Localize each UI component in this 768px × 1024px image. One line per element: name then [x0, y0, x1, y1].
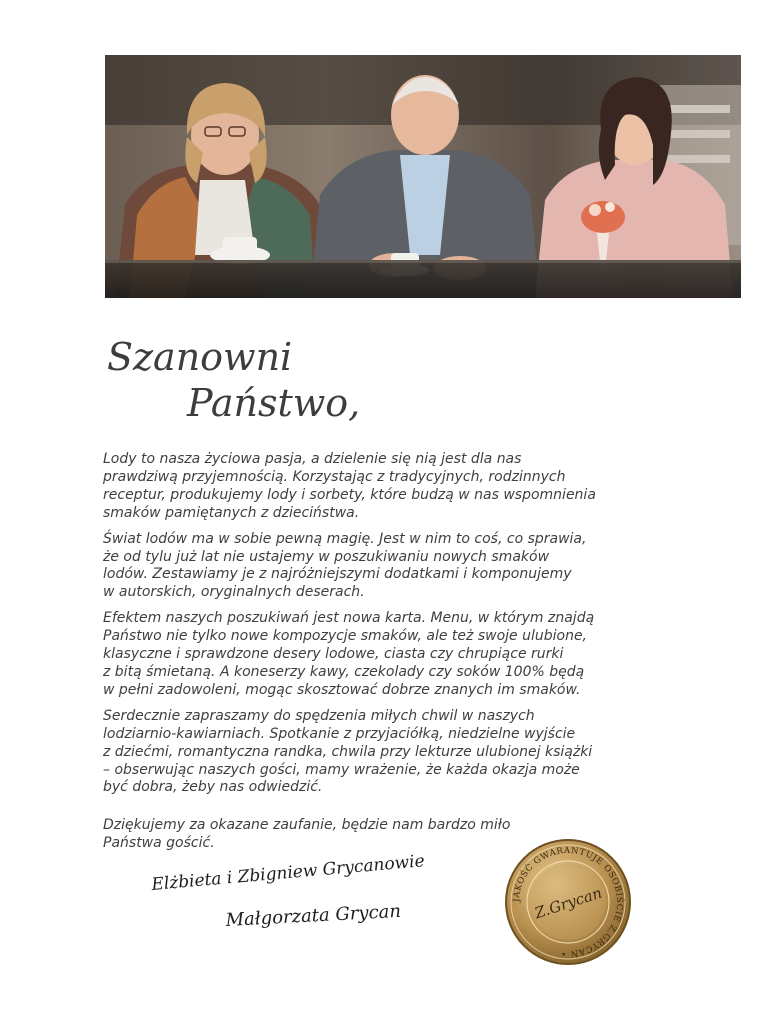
line: smaków pamiętanych z dzieciństwa. [103, 504, 360, 521]
seal-ring-text: JAKOŚĆ GWARANTUJE OSOBIŚCIE Z.GRYCAN • [511, 845, 625, 959]
greeting [95, 328, 425, 428]
paragraph-3 [103, 610, 658, 700]
family-photo-illustration [105, 55, 741, 298]
quality-seal [504, 838, 632, 966]
line: w pełni zadowoleni, mogąc skosztować dobrze znanych im smaków. [103, 681, 581, 698]
line: lodziarnio-kawiarniach. Spotkanie z przyjaciółką, niedzielne wyjście [103, 725, 576, 742]
signatures [148, 846, 468, 936]
line: prawdziwą przyjemnością. Korzystając z tradycyjnych, rodzinnych [103, 468, 566, 485]
line: lodów. Zestawiamy je z najróżniejszymi dodatkami i komponujemy [103, 566, 572, 583]
greeting-line1: Szanowni [107, 335, 293, 379]
family-photo [105, 55, 741, 298]
paragraph-2 [103, 531, 658, 603]
paragraph-4 [103, 708, 658, 798]
line: Lody to nasza życiowa pasja, a dzielenie się nią jest dla nas [103, 451, 522, 467]
greeting-line2: Państwo, [187, 381, 361, 425]
line: receptur, produkujemy lody i sorbety, które budzą w nas wspomnienia [103, 486, 596, 503]
line: Państwa gościć. [103, 835, 215, 852]
line: być dobra, żeby nas odwiedzić. [103, 779, 323, 796]
line: Świat lodów ma w sobie pewną magię. Jest w nim to coś, co sprawia, [103, 530, 587, 547]
seal-center-signature: Z.Grycan [532, 883, 605, 923]
line: Efektem naszych poszukiwań jest nowa karta. Menu, w którym znajdą [103, 610, 595, 627]
line: z dziećmi, romantyczna randka, chwila przy lekturze ulubionej książki [103, 743, 593, 760]
line: – obserwując naszych gości, mamy wrażenie, że każda okazja może [103, 761, 580, 778]
letter-body [103, 451, 658, 861]
line: z bitą śmietaną. A koneserzy kawy, czekolady czy soków 100% będą [103, 663, 585, 680]
signature-line2: Małgorzata Grycan [225, 900, 402, 931]
line: Dziękujemy za okazane zaufanie, będzie nam bardzo miło [103, 817, 511, 834]
line: klasyczne i sprawdzone desery lodowe, ciasta czy chrupiące rurki [103, 646, 564, 663]
line: że od tylu już lat nie ustajemy w poszukiwaniu nowych smaków [103, 548, 550, 565]
line: Państwo nie tylko nowe kompozycje smaków, ale też swoje ulubione, [103, 628, 588, 645]
line: w autorskich, oryginalnych deserach. [103, 584, 365, 601]
line: Serdecznie zapraszamy do spędzenia miłych chwil w naszych [103, 707, 535, 724]
paragraph-1 [103, 451, 658, 523]
signature-line1: Elżbieta i Zbigniew Grycanowie [150, 851, 426, 895]
